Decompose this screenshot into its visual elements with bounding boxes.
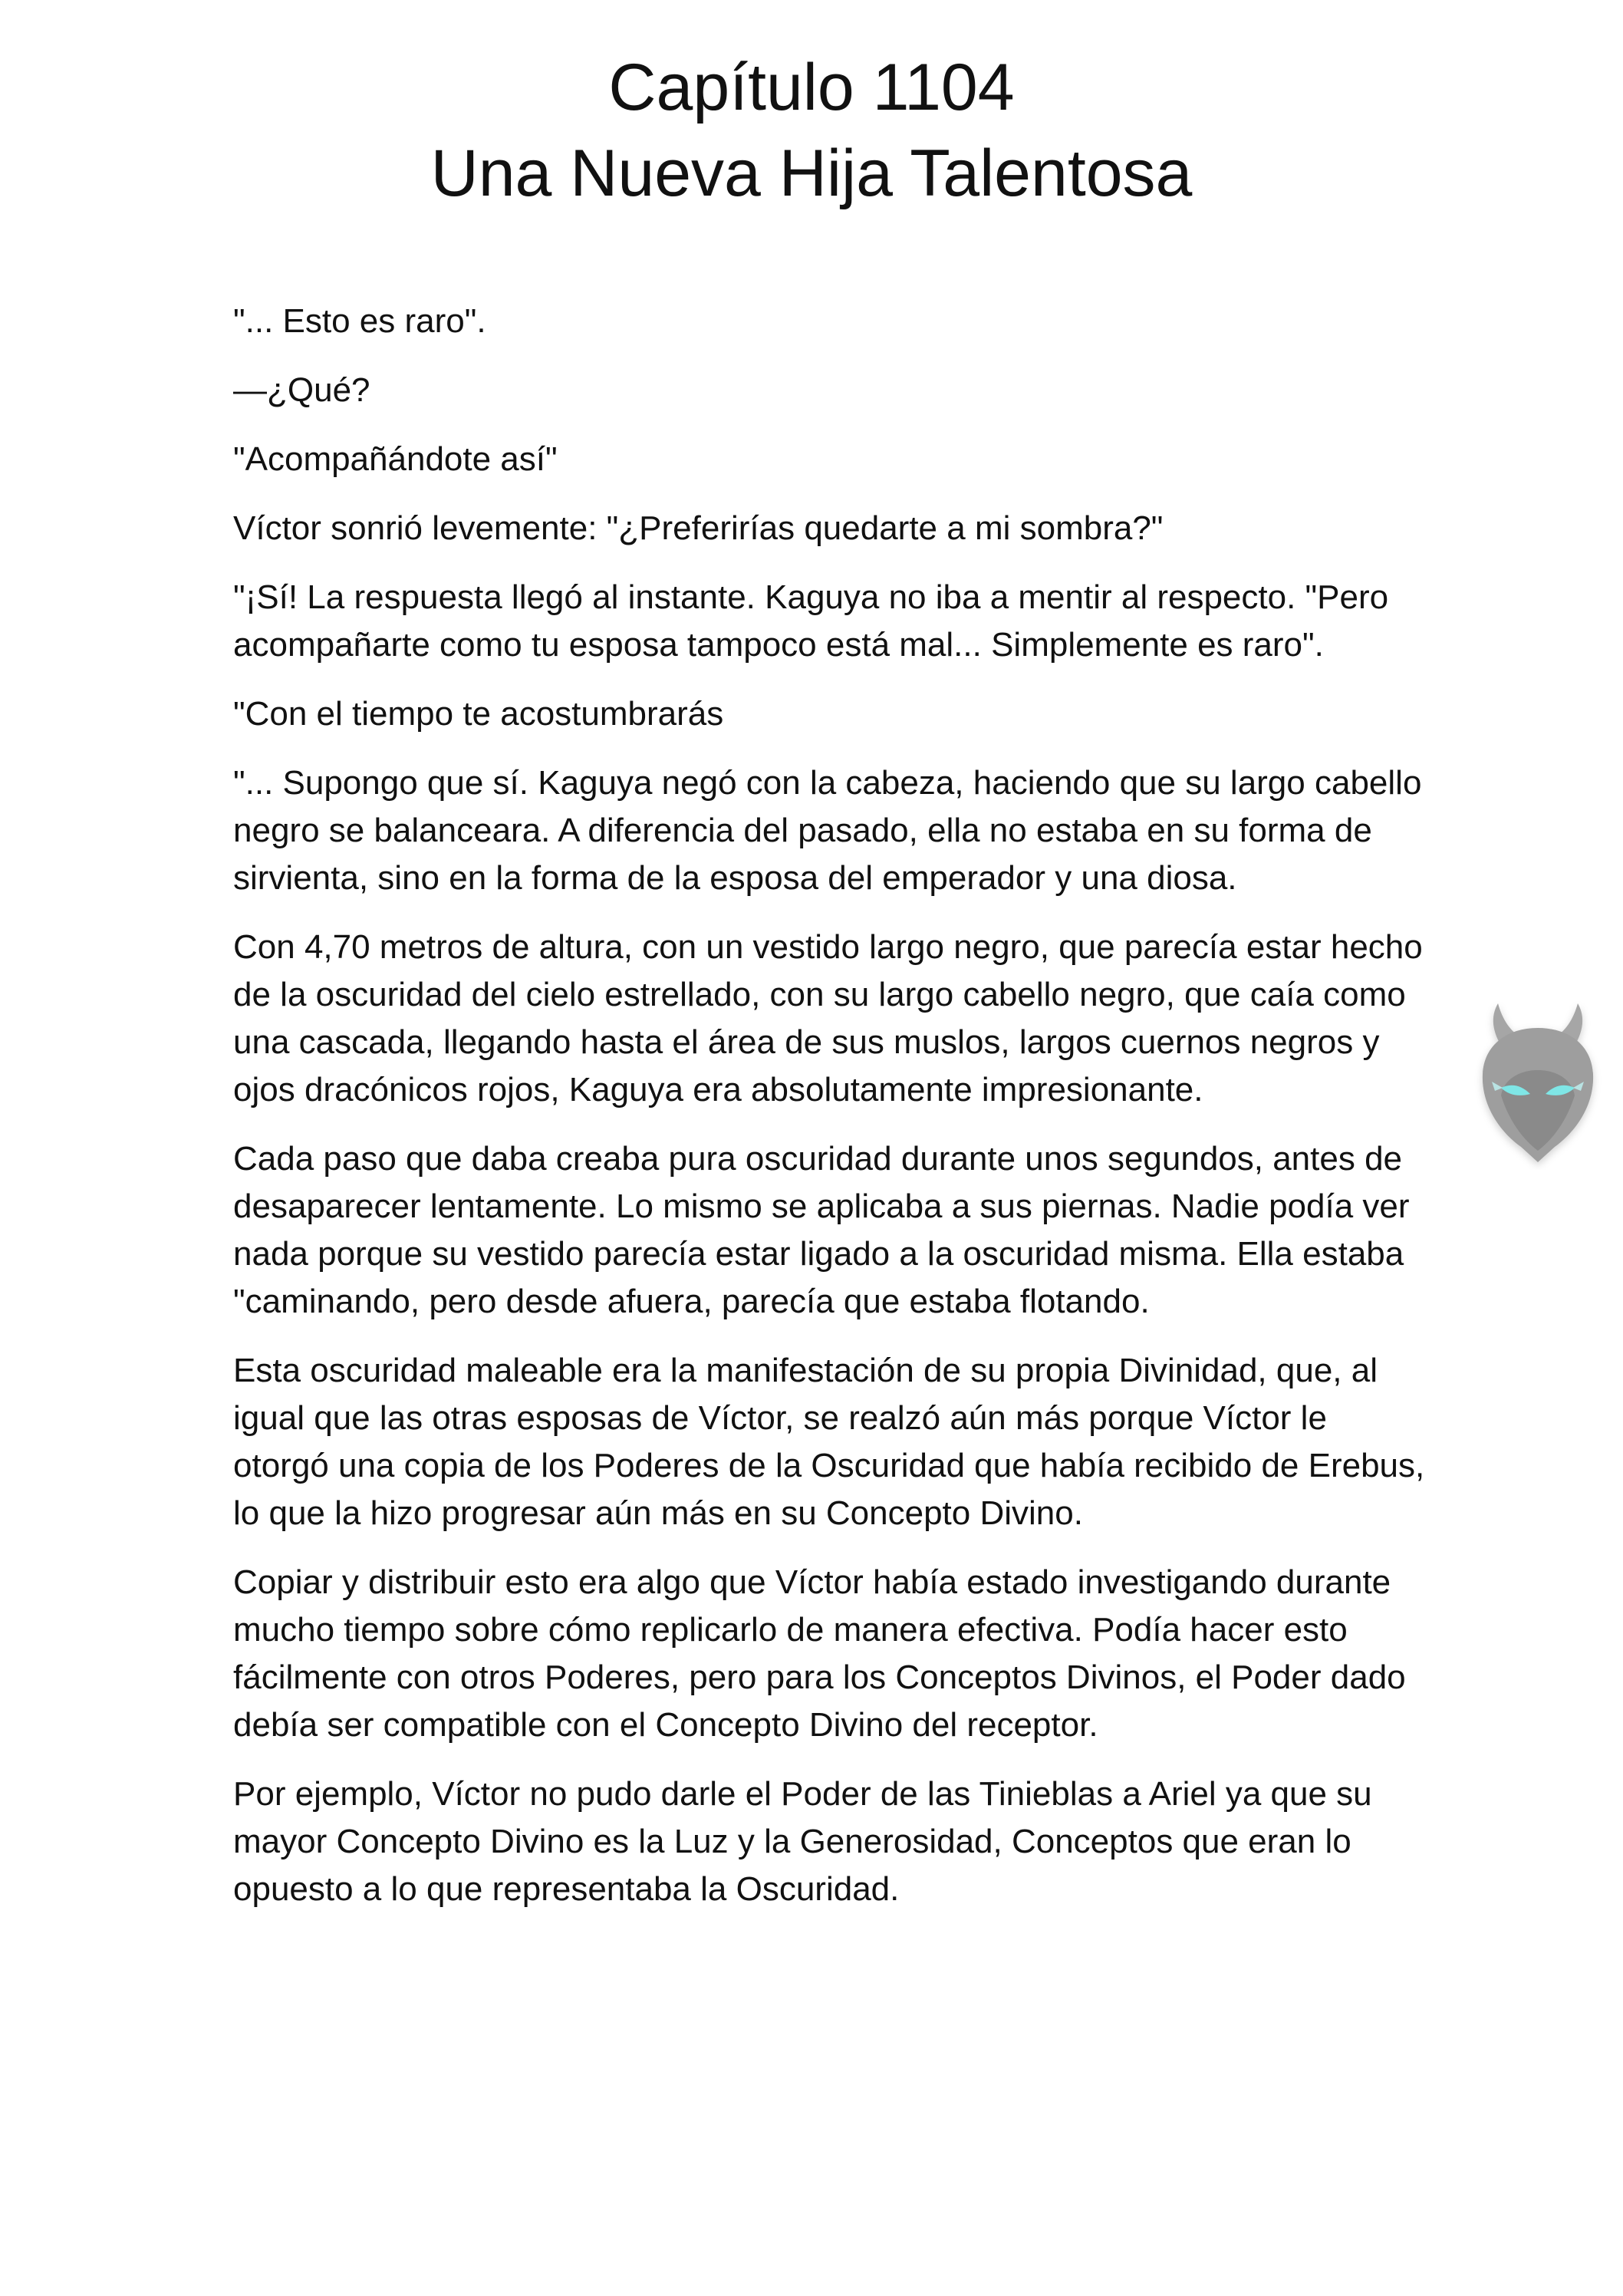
paragraph: "Con el tiempo te acostumbrarás [233, 695, 724, 733]
paragraph: Cada paso que daba creaba pura oscuridad durante unos segundos, antes de desaparecer lentamente. Lo mismo se aplicaba a sus piernas. Nadie podía ver nada porque su vestido parecía estar ligado a la oscuridad misma. Ella estaba "caminando, pero desde afuera, parecía que estaba flotando. [233, 1140, 1410, 1320]
paragraph: "... Supongo que sí. Kaguya negó con la cabeza, haciendo que su largo cabello negro se balanceara. A diferencia del pasado, ella no estaba en su forma de sirvienta, sino en la forma de la esposa del emperador y una diosa. [233, 764, 1422, 897]
paragraph: "Acompañándote así" [233, 440, 558, 478]
paragraph: Con 4,70 metros de altura, con un vestido largo negro, que parecía estar hecho de la oscuridad del cielo estrellado, con su largo cabello negro, que caía como una cascada, llegando hasta el área de sus muslos, largos cuernos negros y ojos dracónicos rojos, Kaguya era absolutamente impresionante. [233, 928, 1423, 1108]
paragraph: "¡Sí! La respuesta llegó al instante. Kaguya no iba a mentir al respecto. "Pero acompañarte como tu esposa tampoco está mal... Simplemente es raro". [233, 578, 1389, 664]
chapter-title: Una Nueva Hija Talentosa [430, 137, 1193, 210]
chapter-body [233, 298, 1430, 1935]
paragraph: Esta oscuridad maleable era la manifestación de su propia Divinidad, que, al igual que las otras esposas de Víctor, se realzó aún más porque Víctor le otorgó una copia de los Poderes de la Oscuridad que había recibido de Erebus, lo que la hizo progresar aún más en su Concepto Divino. [233, 1352, 1425, 1532]
chapter-number: Capítulo 1104 [608, 51, 1015, 124]
paragraph: "... Esto es raro". [233, 302, 486, 340]
paragraph: —¿Qué? [233, 371, 370, 409]
paragraph: Copiar y distribuir esto era algo que Víctor había estado investigando durante mucho tiempo sobre cómo replicarlo de manera efectiva. Podía hacer esto fácilmente con otros Poderes, pero para los Conceptos Divinos, el Poder dado debía ser compatible con el Concepto Divino del receptor. [233, 1563, 1406, 1744]
chapter-header [0, 44, 1623, 216]
paragraph: Víctor sonrió levemente: "¿Preferirías quedarte a mi sombra?" [233, 509, 1164, 547]
paragraph: Por ejemplo, Víctor no pudo darle el Poder de las Tinieblas a Ariel ya que su mayor Concepto Divino es la Luz y la Generosidad, Conceptos que eran lo opuesto a lo que representaba la Oscuridad. [233, 1775, 1372, 1908]
demon-head-logo-icon [1469, 997, 1607, 1170]
